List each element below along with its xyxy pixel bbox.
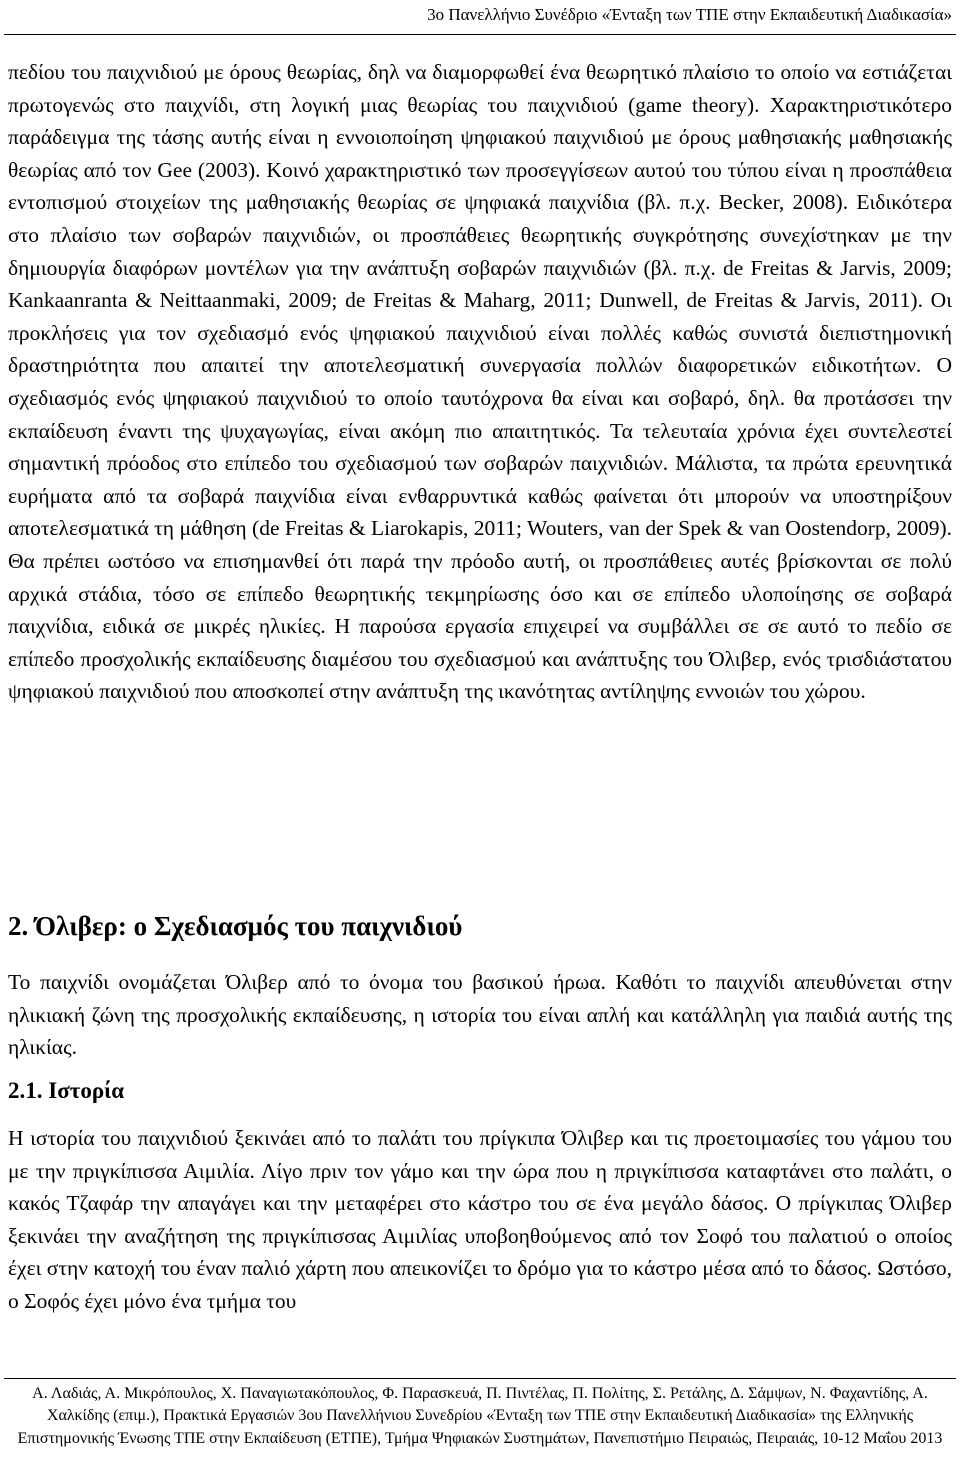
section-heading: 2. Όλιβερ: ο Σχεδιασμός του παιχνιδιού <box>8 911 463 941</box>
body-paragraph-2: Το παιχνίδι ονομάζεται Όλιβερ από το όνομα του βασικού ήρωα. Καθότι το παιχνίδι απευθύνεται στην ηλικιακή ζώνη της προσχολικής εκπαίδευσης, η ιστορία του είναι απλή και κατάλληλη για παιδιά αυτής της ηλικίας. <box>8 970 952 1060</box>
footer-citation: Α. Λαδιάς, Α. Μικρόπουλος, Χ. Παναγιωτακόπουλος, Φ. Παρασκευά, Π. Πιντέλας, Π. Πολίτης, Σ. Ρετάλης, Δ. Σάμψων, Ν. Φαχαντίδης, Α. Χαλκίδης (επιμ.), Πρακτικά Εργασιών 3ου Πανελλήνιου Συνεδρίου «Ένταξη των ΤΠΕ στην Εκπαιδευτική Διαδικασία» της Ελληνικής Επιστημονικής Ένωσης ΤΠΕ στην Εκπαίδευση (ΕΤΠΕ), Τμήμα Ψηφιακών Συστημάτων, Πανεπιστήμιο Πειραιώς, Πειραιάς, 10-12 Μαΐου 2013 <box>17 1385 943 1447</box>
running-header: 3ο Πανελλήνιο Συνέδριο «Ένταξη των ΤΠΕ στην Εκπαιδευτική Διαδικασία» <box>427 5 952 24</box>
body-paragraph-3: Η ιστορία του παιχνιδιού ξεκινάει από το παλάτι του πρίγκιπα Όλιβερ και τις προετοιμασίες του γάμου του με την πριγκίπισσα Αιμιλία. Λίγο πριν τον γάμο και την ώρα που η πριγκίπισσα καταφτάνει στο παλάτι, ο κακός Τζαφάρ την απαγάγει και την μεταφέρει στο κάστρο του σε ένα μεγάλο δάσος. Ο πρίγκιπας Όλιβερ ξεκινάει την αναζήτηση της πριγκίπισσας Αιμιλίας υποβοηθούμενος από τον Σοφό του παλατιού ο οποίος έχει στην κατοχή του έναν παλιό χάρτη που απεικονίζει το δρόμο για το κάστρο μέσα από το δάσος. Ωστόσο, ο Σοφός έχει μόνο ένα τμήμα του <box>8 1126 952 1313</box>
subsection-heading: 2.1. Ιστορία <box>8 1078 125 1103</box>
header-divider <box>4 34 956 35</box>
footer-divider <box>4 1378 956 1379</box>
body-paragraph-1: πεδίου του παιχνιδιού με όρους θεωρίας, δηλ να διαμορφωθεί ένα θεωρητικό πλαίσιο το οποίο να εστιάζεται πρωτογενώς στο παιχνίδι, στη λογική μιας θεωρίας του παιχνιδιού (game theory). Χαρακτηριστικότερο παράδειγμα της τάσης αυτής είναι η εννοιοποίηση ψηφιακού παιχνιδιού με όρους μαθησιακής μαθησιακής θεωρίας από τον Gee (2003). Κοινό χαρακτηριστικό των προσεγγίσεων αυτού του τύπου είναι η προσπάθεια εντοπισμού στοιχείων της μαθησιακής θεωρίας σε ψηφιακά παιχνίδια (βλ. π.χ. Becker, 2008). Ειδικότερα στο πλαίσιο των σοβαρών παιχνιδιών, οι προσπάθειες θεωρητικής συγκρότησης συνεχίστηκαν με την δημιουργία διαφόρων μοντέλων για την ανάπτυξη σοβαρών παιχνιδιών (βλ. π.χ. de Freitas & Jarvis, 2009; Kankaanranta & Neittaanmaki, 2009; de Freitas & Maharg, 2011; Dunwell, de Freitas & Jarvis, 2011). Οι προκλήσεις για τον σχεδιασμό ενός ψηφιακού παιχνιδιού είναι πολλές καθώς συνιστά διεπιστημονική δραστηριότητα που απαιτεί την αποτελεσματική συνεργασία πολλών διαφορετικών ειδικοτήτων. Ο σχεδιασμός ενός ψηφιακού παιχνιδιού το οποίο ταυτόχρονα θα είναι και σοβαρό, δηλ. θα προτάσσει την εκπαίδευση έναντι της ψυχαγωγίας, είναι ακόμη πιο απαιτητικός. Τα τελευταία χρόνια έχει συντελεστεί σημαντική πρόοδος στο επίπεδο του σχεδιασμού των σοβαρών παιχνιδιών. Μάλιστα, τα πρώτα ερευνητικά ευρήματα από τα σοβαρά παιχνίδια είναι ενθαρρυντικά καθώς φαίνεται ότι μπορούν να υποστηρίξουν αποτελεσματικά τη μάθηση (de Freitas & Liarokapis, 2011; Wouters, van der Spek & van Oostendorp, 2009). Θα πρέπει ωστόσο να επισημανθεί ότι παρά την πρόοδο αυτή, οι προσπάθειες αυτές βρίσκονται σε πολύ αρχικά στάδια, τόσο σε επίπεδο θεωρητικής τεκμηρίωσης όσο και σε επίπεδο υλοποίησης σε σοβαρά παιχνίδια, ειδικά σε μικρές ηλικίες. Η παρούσα εργασία επιχειρεί να συμβάλλει σε σε αυτό το πεδίο σε επίπεδο προσχολικής εκπαίδευσης διαμέσου του σχεδιασμού και ανάπτυξης του Όλιβερ, ενός τρισδιάστατου ψηφιακού παιχνιδιού που αποσκοπεί στην ανάπτυξη της ικανότητας αντίληψης εννοιών του χώρου. <box>8 60 952 704</box>
